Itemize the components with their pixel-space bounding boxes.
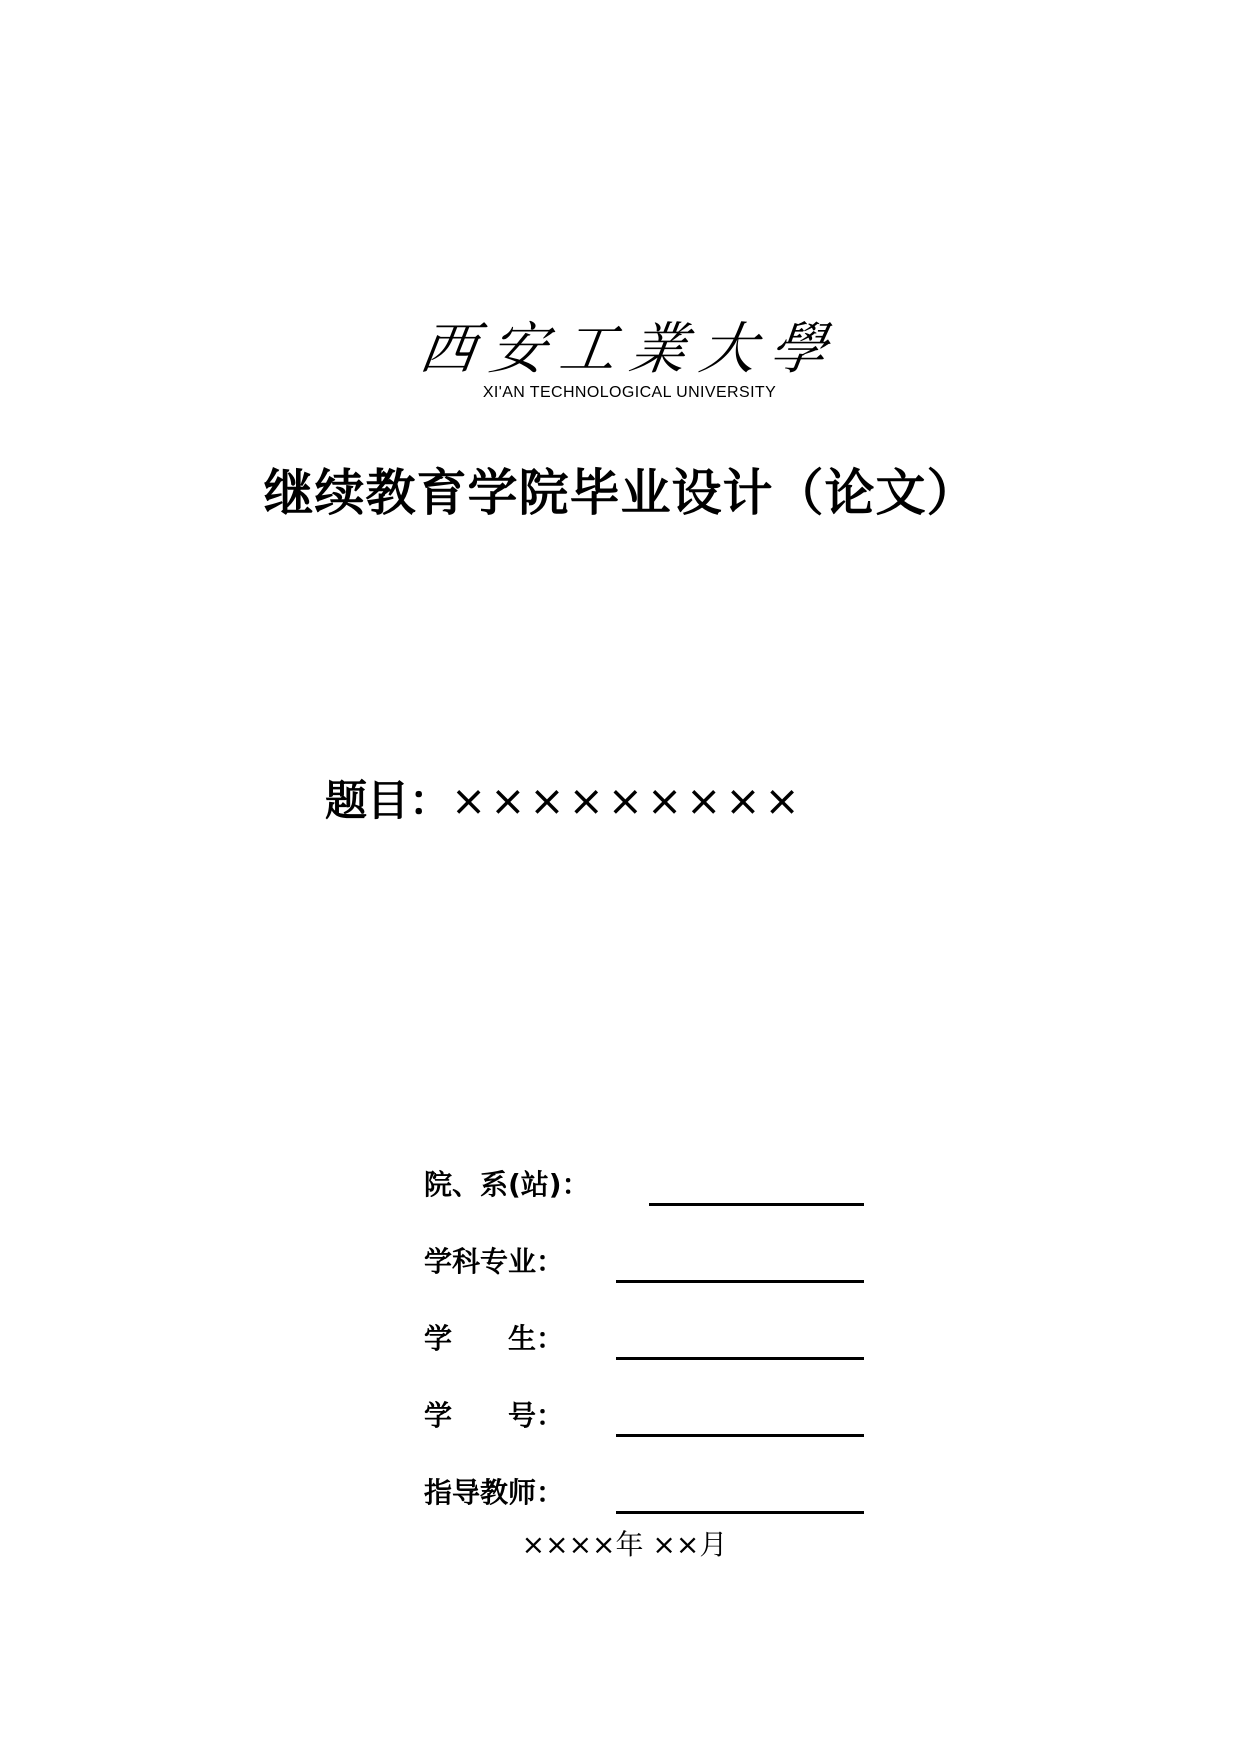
field-blank-student-id[interactable]	[616, 1434, 864, 1437]
info-fields	[424, 1165, 864, 1550]
field-label-department: 院、系(站)：	[424, 1168, 590, 1201]
field-blank-major[interactable]	[616, 1280, 864, 1283]
field-label-advisor: 指导教师：	[424, 1476, 565, 1509]
logo-chinese-calligraphy: 西安工業大學	[415, 317, 845, 382]
topic-label: 题目：	[325, 776, 452, 825]
date-line: ××××年 ××月	[521, 1528, 728, 1561]
field-blank-advisor[interactable]	[616, 1511, 864, 1514]
university-logo	[0, 318, 1241, 402]
field-blank-student[interactable]	[616, 1357, 864, 1360]
topic-value: ×××××××××	[451, 776, 804, 825]
field-student-id	[424, 1396, 864, 1473]
field-label-major: 学科专业：	[424, 1245, 565, 1278]
topic-line	[325, 776, 804, 826]
field-blank-department[interactable]	[649, 1203, 864, 1206]
logo-english-name: XI'AN TECHNOLOGICAL UNIVERSITY	[482, 384, 777, 401]
document-title: 继续教育学院毕业设计（论文）	[263, 464, 978, 522]
field-label-student: 学 生：	[424, 1322, 565, 1355]
field-label-student-id: 学 号：	[424, 1399, 565, 1432]
field-department	[424, 1165, 864, 1242]
field-student	[424, 1319, 864, 1396]
field-major	[424, 1242, 864, 1319]
